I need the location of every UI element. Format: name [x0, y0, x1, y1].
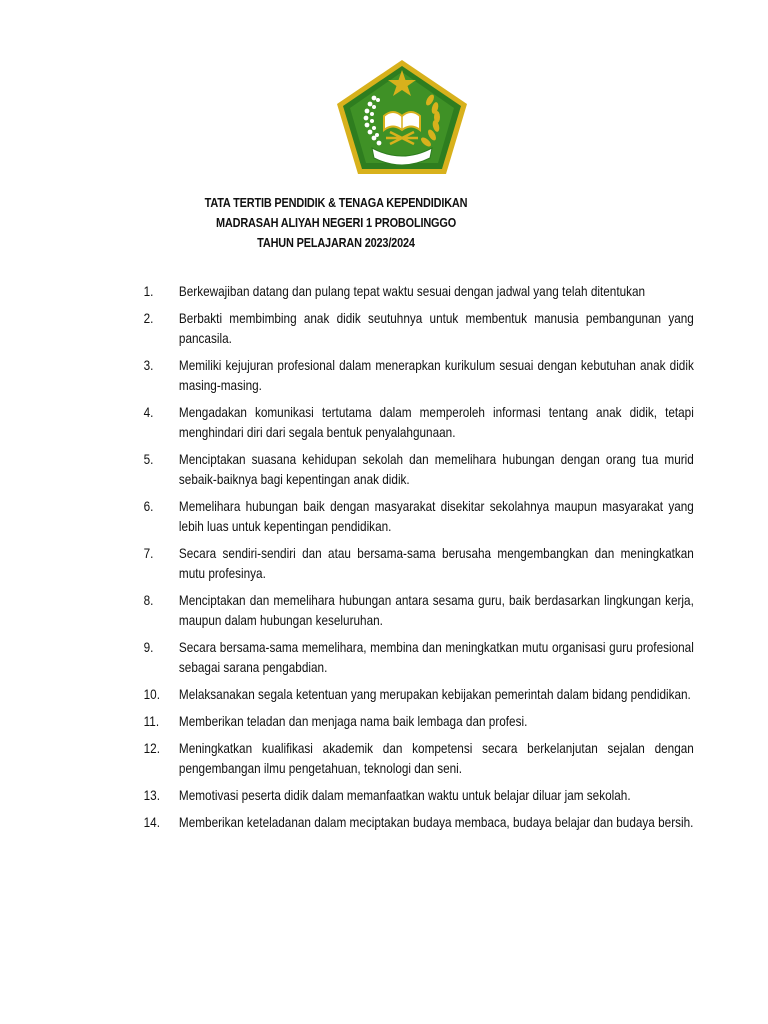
list-number: 2.: [143, 310, 154, 326]
list-item: [0, 496, 694, 536]
list-text: Memberikan keteladanan dalam meciptakan budaya membaca, budaya belajar dan budaya bersih.: [178, 814, 694, 830]
title-line-1: TATA TERTIB PENDIDIK & TENAGA KEPENDIDIKAN: [204, 195, 468, 210]
list-item: [0, 738, 694, 778]
list-text: Berkewajiban datang dan pulang tepat waktu sesuai dengan jadwal yang telah ditentukan: [178, 283, 646, 299]
list-item: [0, 785, 694, 805]
list-text: Secara bersama-sama memelihara, membina dan meningkatkan mutu organisasi guru profesional sebagai sarana pengabdian.: [178, 639, 694, 675]
list-item: [0, 355, 694, 395]
list-item: [0, 812, 694, 832]
list-number: 8.: [143, 592, 154, 608]
list-number: 7.: [143, 545, 154, 561]
kemenag-logo: [334, 58, 470, 176]
list-item: [0, 402, 694, 442]
list-text: Secara sendiri-sendiri dan atau bersama-sama berusaha mengembangkan dan meningkatkan mutu profesinya.: [178, 545, 694, 581]
list-number: 10.: [143, 686, 160, 702]
list-text: Memberikan teladan dan menjaga nama baik lembaga dan profesi.: [178, 713, 528, 729]
title-line-2: MADRASAH ALIYAH NEGERI 1 PROBOLINGGO: [215, 215, 457, 230]
list-item: [0, 308, 694, 348]
list-number: 3.: [143, 357, 154, 373]
list-number: 12.: [143, 740, 160, 756]
list-item: [0, 449, 694, 489]
title-line-3: TAHUN PELAJARAN 2023/2024: [257, 235, 415, 250]
list-text: Memotivasi peserta didik dalam memanfaatkan waktu untuk belajar diluar jam sekolah.: [178, 787, 631, 803]
emblem-icon: [334, 58, 470, 176]
list-number: 13.: [143, 787, 160, 803]
document-title: [0, 193, 672, 253]
list-text: Memelihara hubungan baik dengan masyarakat disekitar sekolahnya maupun masyarakat yang lebih luas untuk kepentingan pendidikan.: [178, 498, 694, 534]
list-number: 5.: [143, 451, 154, 467]
list-text: Menciptakan suasana kehidupan sekolah dan memelihara hubungan dengan orang tua murid sebaik-baiknya bagi kepentingan anak didik.: [178, 451, 694, 487]
list-item: [0, 684, 694, 704]
rules-list: [0, 281, 694, 832]
list-text: Berbakti membimbing anak didik seutuhnya untuk membentuk manusia pembangunan yang pancasila.: [178, 310, 694, 346]
list-item: [0, 711, 694, 731]
list-text: Mengadakan komunikasi tertutama dalam memperoleh informasi tentang anak didik, tetapi menghindari diri dari segala bentuk penyalahgunaan.: [178, 404, 694, 440]
rules-section: [0, 281, 694, 839]
list-item: [0, 281, 694, 301]
list-item: [0, 543, 694, 583]
list-item: [0, 590, 694, 630]
list-text: Melaksanakan segala ketentuan yang merupakan kebijakan pemerintah dalam bidang pendidikan.: [178, 686, 691, 702]
list-number: 9.: [143, 639, 154, 655]
list-number: 4.: [143, 404, 154, 420]
list-text: Meningkatkan kualifikasi akademik dan kompetensi secara berkelanjutan sejalan dengan pengembangan ilmu pengetahuan, teknologi dan seni.: [178, 740, 694, 776]
list-text: Menciptakan dan memelihara hubungan antara sesama guru, baik berdasarkan lingkungan kerja, maupun dalam hubungan keseluruhan.: [178, 592, 694, 628]
list-number: 1.: [143, 283, 154, 299]
list-number: 6.: [143, 498, 154, 514]
list-text: Memiliki kejujuran profesional dalam menerapkan kurikulum sesuai dengan kebutuhan anak didik masing-masing.: [178, 357, 694, 393]
list-number: 14.: [143, 814, 160, 830]
list-item: [0, 637, 694, 677]
list-number: 11.: [143, 713, 160, 729]
